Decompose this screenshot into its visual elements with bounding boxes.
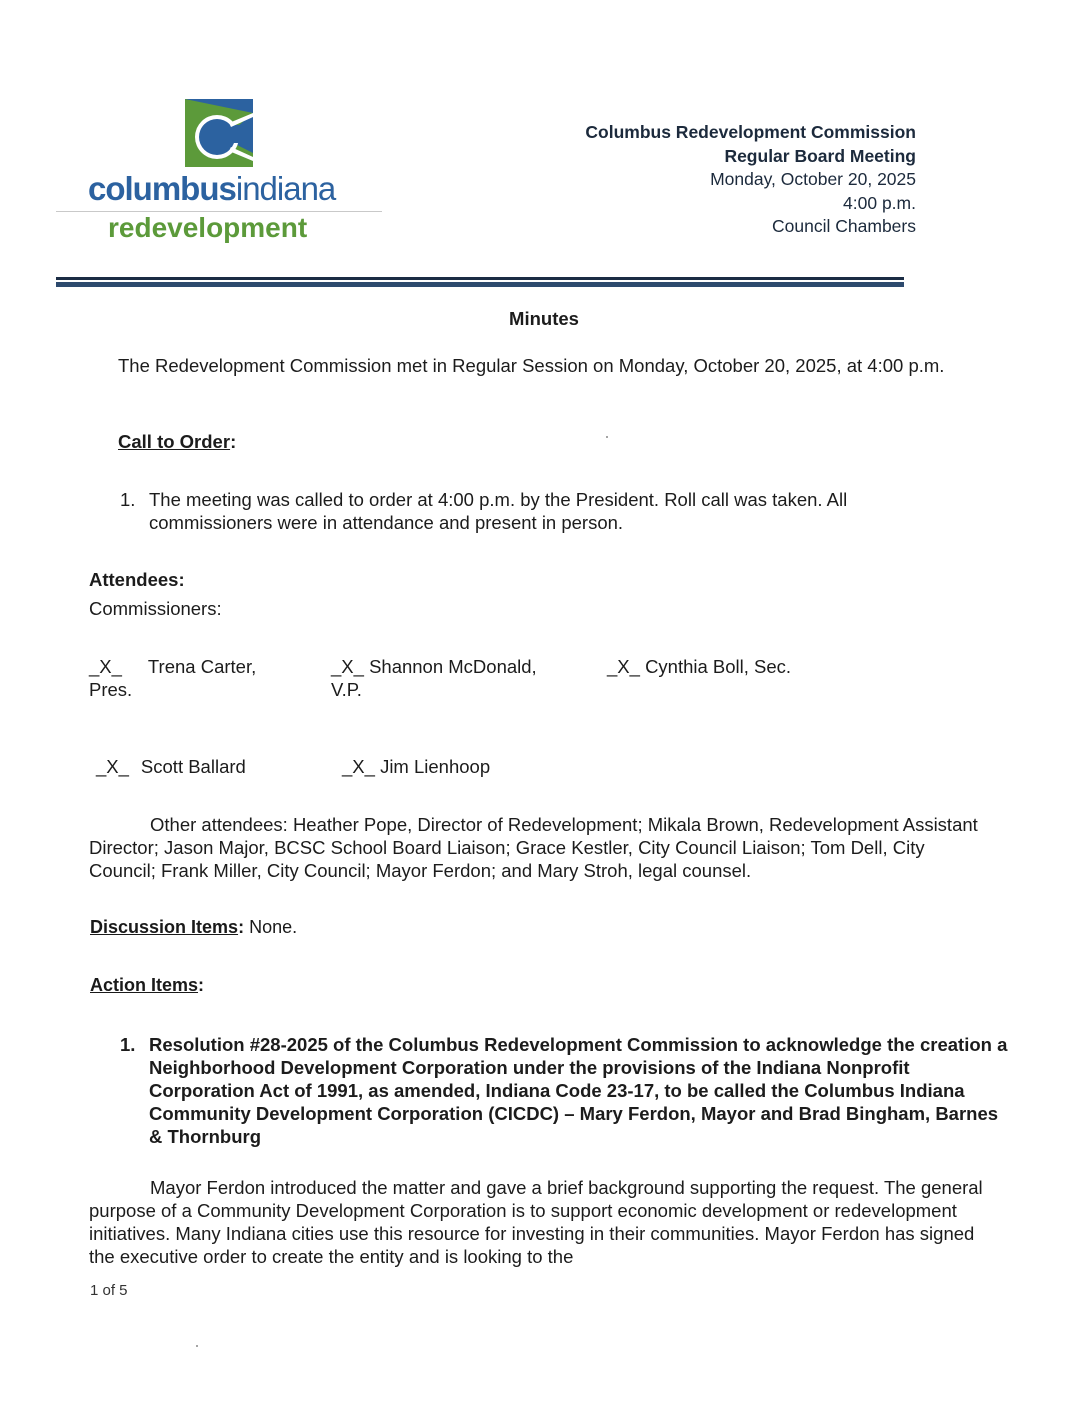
scan-speck xyxy=(606,436,608,438)
commissioner-roll-entry xyxy=(342,755,490,778)
logo-word-columbus: columbus xyxy=(88,170,236,207)
attendees-heading: Attendees: xyxy=(89,569,185,590)
meeting-header xyxy=(585,121,916,239)
logo-word-indiana: indiana xyxy=(235,170,336,207)
meeting-type: Regular Board Meeting xyxy=(724,145,916,166)
attendance-mark: _X_ xyxy=(89,656,122,677)
commissioner-name: Cynthia Boll, Sec. xyxy=(645,656,792,677)
header-divider-thin xyxy=(56,277,904,280)
call-to-order-item xyxy=(120,488,920,534)
commissioner-roll-entry xyxy=(89,655,256,701)
attendance-mark: _X_ xyxy=(331,656,364,677)
commissioner-roll-entry xyxy=(96,755,246,778)
discussion-heading: Discussion Items xyxy=(90,917,239,937)
commissioner-roll-entry xyxy=(331,655,537,701)
columbus-c-logo-icon xyxy=(185,99,253,167)
heading-colon: : xyxy=(230,431,237,452)
commissioner-name: Shannon McDonald, xyxy=(369,656,537,677)
attendance-mark: _X_ xyxy=(342,756,375,777)
heading-colon: : xyxy=(198,975,205,995)
commissioner-roll-entry xyxy=(607,655,791,678)
intro-text: The Redevelopment Commission met in Regular Session on Monday, October 20, 2025, at 4:00 p.m. xyxy=(118,355,945,376)
commissioner-title: V.P. xyxy=(331,679,362,700)
item-number: 1. xyxy=(120,1034,136,1055)
header-divider-thick xyxy=(56,282,904,287)
page-title: Minutes xyxy=(509,308,579,329)
meeting-date: Monday, October 20, 2025 xyxy=(710,169,916,189)
resolution-item xyxy=(120,1033,1010,1148)
action-heading: Action Items xyxy=(90,975,199,995)
meeting-time: 4:00 p.m. xyxy=(843,192,916,213)
resolution-body xyxy=(89,1176,1004,1268)
other-attendees-paragraph xyxy=(89,813,989,882)
logo-wordmark xyxy=(88,170,335,208)
heading-colon: : xyxy=(238,917,245,937)
commissioner-title: Pres. xyxy=(89,679,133,700)
scan-speck xyxy=(196,1345,198,1347)
discussion-items xyxy=(90,917,297,938)
other-attendees-text: Other attendees: Heather Pope, Director of Redevelopment; Mikala Brown, Redevelopment Assistant Director; Jason Major, BCSC School Board Liaison; Grace Kestler, City Council Liaison; Tom Dell, City Council; Frank Miller, City Council; Mayor Ferdon; and Mary Stroh, legal counsel. xyxy=(89,814,978,881)
call-to-order-heading xyxy=(118,430,236,453)
commissioner-name: Scott Ballard xyxy=(140,756,246,777)
logo-subword: redevelopment xyxy=(108,212,308,243)
logo-mark xyxy=(185,99,253,167)
item-number: 1. xyxy=(120,489,136,510)
attendance-mark: _X_ xyxy=(607,656,640,677)
org-name: Columbus Redevelopment Commission xyxy=(585,122,916,142)
commissioners-label: Commissioners: xyxy=(89,598,222,619)
item-text: The meeting was called to order at 4:00 p.m. by the President. Roll call was taken. All commissioners were in attendance and present in person. xyxy=(149,489,848,533)
page-number: 1 of 5 xyxy=(90,1282,128,1299)
call-to-order-label: Call to Order xyxy=(118,431,231,452)
attendance-mark: _X_ xyxy=(96,756,129,777)
commissioner-name: Jim Lienhoop xyxy=(380,756,491,777)
action-items-heading xyxy=(90,975,204,996)
meeting-location: Council Chambers xyxy=(772,216,916,236)
intro-paragraph xyxy=(89,354,999,377)
discussion-text: None. xyxy=(244,917,298,937)
commissioner-name: Trena Carter, xyxy=(147,656,257,677)
resolution-body-text: Mayor Ferdon introduced the matter and gave a brief background supporting the request. The general purpose of a Community Development Corporation is to support economic development or redevelopment initiatives. Many Indiana cities use this resource for investing in their communities. Mayor Ferdon has signed the executive order to create the entity and is looking to the xyxy=(89,1177,983,1267)
resolution-title: Resolution #28-2025 of the Columbus Redevelopment Commission to acknowledge the creation a Neighborhood Development Corporation under the provisions of the Indiana Nonprofit Corporation Act of 1991, as amended, Indiana Code 23-17, to be called the Columbus Indiana Community Development Corporation (CICDC) – Mary Ferdon, Mayor and Brad Bingham, Barnes & Thornburg xyxy=(149,1034,1008,1147)
